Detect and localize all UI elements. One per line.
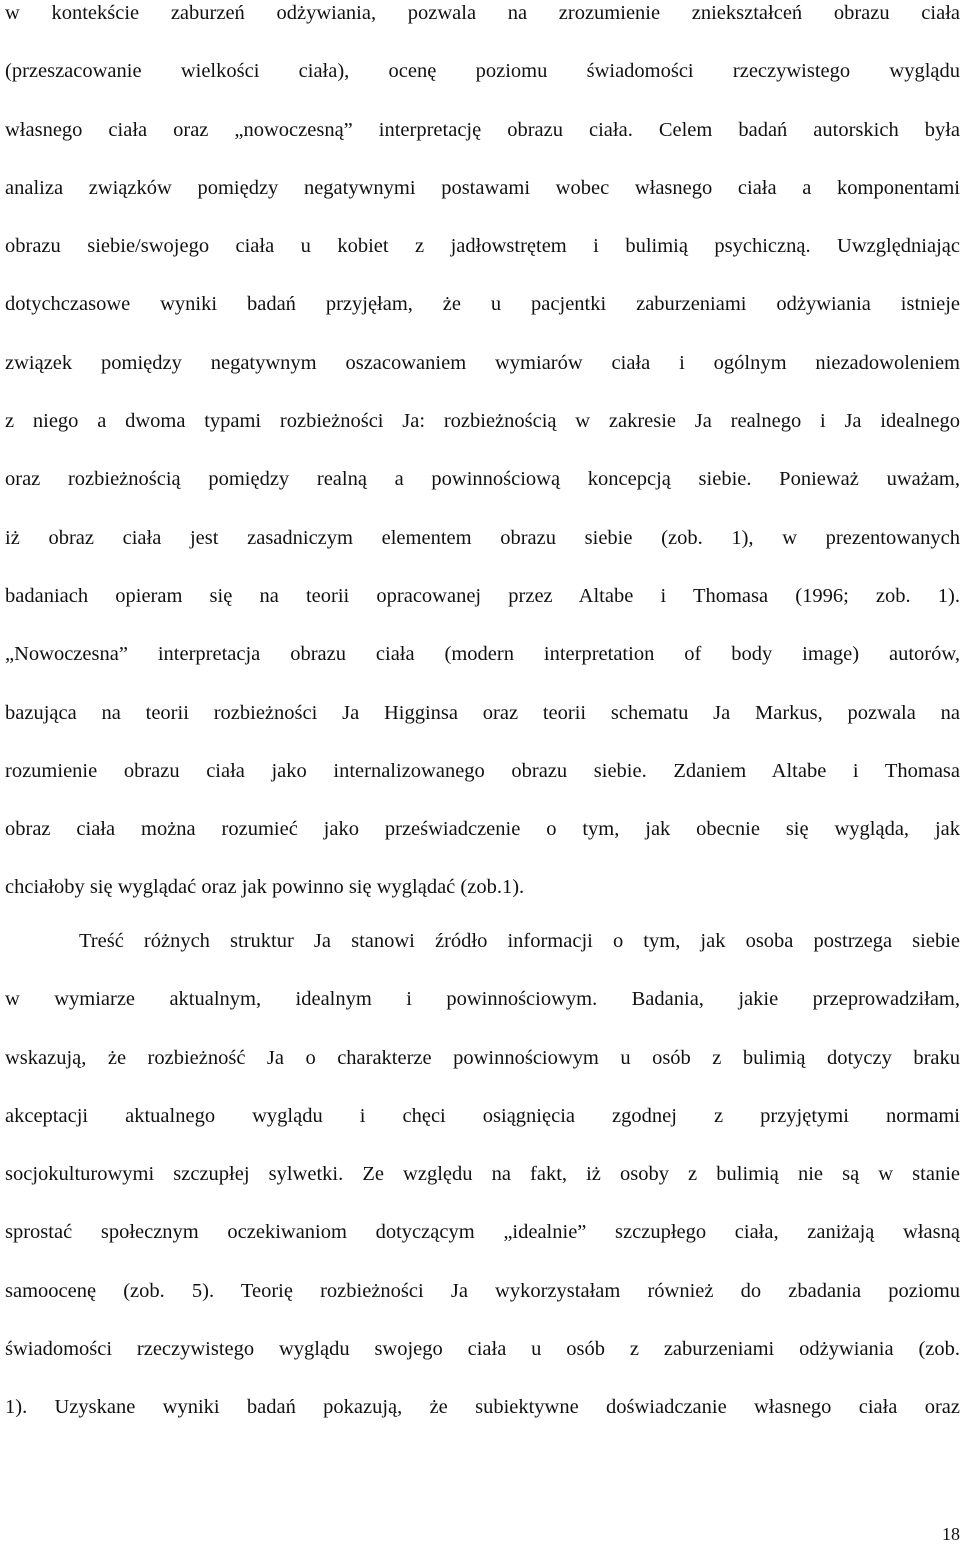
text-line: świadomości rzeczywistego wyglądu swojego ciała u osób z zaburzeniami odżywiania (zob. <box>5 1338 960 1361</box>
text-line: własnego ciała oraz „nowoczesną” interpretację obrazu ciała. Celem badań autorskich była <box>5 118 960 141</box>
page-number: 18 <box>942 1524 960 1544</box>
text-line: w kontekście zaburzeń odżywiania, pozwala na zrozumienie zniekształceń obrazu ciała <box>5 2 960 24</box>
text-line: analiza związków pomiędzy negatywnymi postawami wobec własnego ciała a komponentami <box>5 176 960 199</box>
paragraph-1 <box>5 0 960 932</box>
text-line: Treść różnych struktur Ja stanowi źródło informacji o tym, jak osoba postrzega siebie <box>79 930 960 952</box>
text-line: sprostać społecznym oczekiwaniom dotyczącym „idealnie” szczupłego ciała, zaniżają własną <box>5 1221 960 1244</box>
text-line: (przeszacowanie wielkości ciała), ocenę poziomu świadomości rzeczywistego wyglądu <box>5 60 960 83</box>
text-line: wskazują, że rozbieżność Ja o charakterze powinnościowym u osób z bulimią dotyczy braku <box>5 1046 960 1069</box>
text-line: akceptacji aktualnego wyglądu i chęci osiągnięcia zgodnej z przyjętymi normami <box>5 1104 960 1127</box>
text-line: badaniach opieram się na teorii opracowanej przez Altabe i Thomasa (1996; zob. 1). <box>5 584 960 607</box>
text-line: związek pomiędzy negatywnym oszacowaniem wymiarów ciała i ogólnym niezadowoleniem <box>5 351 960 374</box>
text-line: dotychczasowe wyniki badań przyjęłam, że u pacjentki zaburzeniami odżywiania istnieje <box>5 293 960 316</box>
text-line: bazująca na teorii rozbieżności Ja Higginsa oraz teorii schematu Ja Markus, pozwala na <box>5 701 960 724</box>
text-line: w wymiarze aktualnym, idealnym i powinnościowym. Badania, jakie przeprowadziłam, <box>5 988 960 1011</box>
paragraph-2 <box>5 927 960 1452</box>
text-line: 1). Uzyskane wyniki badań pokazują, że subiektywne doświadczanie własnego ciała oraz <box>5 1396 960 1419</box>
text-line: obrazu siebie/swojego ciała u kobiet z jadłowstrętem i bulimią psychiczną. Uwzględniając <box>5 235 960 258</box>
text-line: samoocenę (zob. 5). Teorię rozbieżności Ja wykorzystałam również do zbadania poziomu <box>5 1279 960 1302</box>
text-line: „Nowoczesna” interpretacja obrazu ciała (modern interpretation of body image) autorów, <box>5 643 960 666</box>
text-line: rozumienie obrazu ciała jako internalizowanego obrazu siebie. Zdaniem Altabe i Thomasa <box>5 759 960 782</box>
text-line: socjokulturowymi szczupłej sylwetki. Ze względu na fakt, iż osoby z bulimią nie są w stanie <box>5 1163 960 1186</box>
text-line: oraz rozbieżnością pomiędzy realną a powinnościową koncepcją siebie. Ponieważ uważam, <box>5 468 960 491</box>
text-line: chciałoby się wyglądać oraz jak powinno się wyglądać (zob.1). <box>5 876 525 899</box>
text-line: iż obraz ciała jest zasadniczym elementem obrazu siebie (zob. 1), w prezentowanych <box>5 526 960 549</box>
text-line: z niego a dwoma typami rozbieżności Ja: rozbieżnością w zakresie Ja realnego i Ja idealnego <box>5 410 960 433</box>
text-line: obraz ciała można rozumieć jako przeświadczenie o tym, jak obecnie się wygląda, jak <box>5 818 960 841</box>
